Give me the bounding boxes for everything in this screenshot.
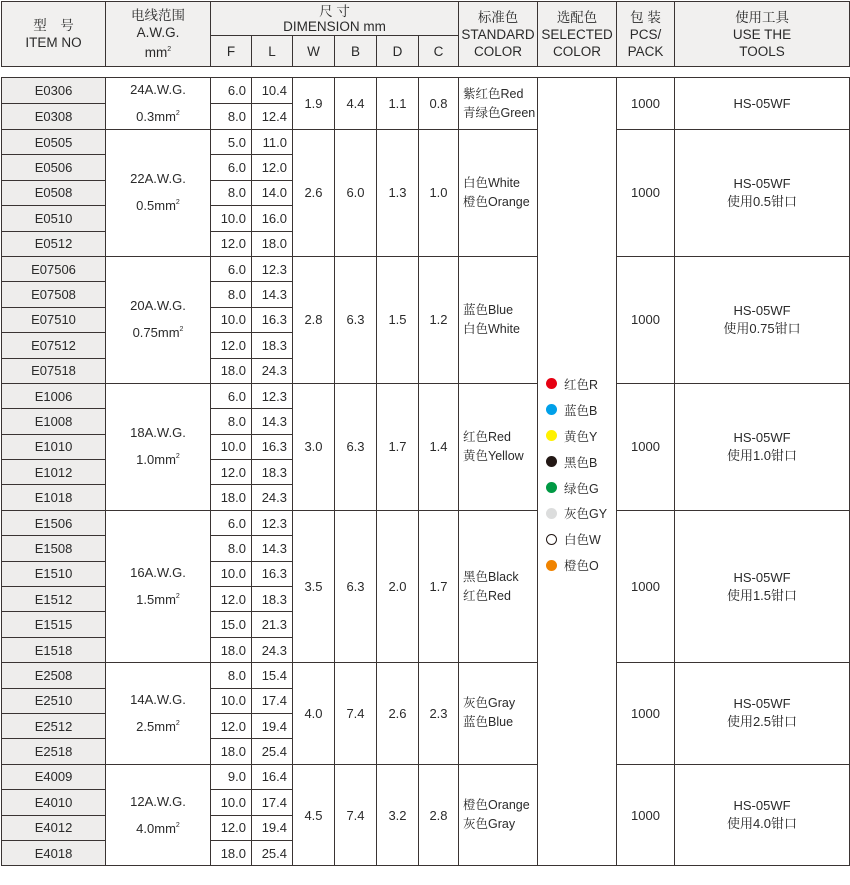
dim-d-cell: 1.1 <box>377 78 419 130</box>
header-pack-cn: 包 装 <box>630 9 661 25</box>
selected-color-item <box>546 526 607 552</box>
tool-line: HS-05WF <box>733 175 791 191</box>
dim-l-cell: 17.4 <box>252 790 293 815</box>
dim-l-cell: 14.3 <box>252 536 293 561</box>
header-separator <box>0 68 850 76</box>
standard-color-2: 橙色Orange <box>463 194 530 209</box>
pack-cell: 1000 <box>617 510 675 662</box>
awg-area-sup: 2 <box>179 326 184 334</box>
dim-w-cell: 3.5 <box>293 510 335 662</box>
dim-w-cell: 2.6 <box>293 130 335 257</box>
header-selected-color-en2: COLOR <box>553 43 602 59</box>
dim-b-cell: 6.3 <box>335 383 377 510</box>
tool-line: HS-05WF <box>733 95 791 111</box>
color-dot-icon <box>546 430 557 441</box>
header-pack-en1: PCS/ <box>629 26 662 42</box>
dim-l-cell: 11.0 <box>252 130 293 155</box>
tool-line: 使用1.0钳口 <box>726 447 798 463</box>
standard-color-cell <box>459 78 538 130</box>
dim-l-cell: 14.3 <box>252 409 293 434</box>
header-awg-unit-sup: 2 <box>167 46 172 53</box>
item-no-cell: E1512 <box>2 587 106 612</box>
color-dot-icon <box>546 482 557 493</box>
awg-area <box>106 318 210 345</box>
dim-l-cell: 12.3 <box>252 510 293 535</box>
dim-d-cell: 2.0 <box>377 510 419 662</box>
dim-w-cell: 4.0 <box>293 663 335 765</box>
dim-b-cell: 6.3 <box>335 510 377 662</box>
awg-gauge: 12A.W.G. <box>130 793 186 809</box>
header-dim-l: L <box>252 36 293 67</box>
header-dim-f: F <box>211 36 252 67</box>
dim-w-cell: 2.8 <box>293 256 335 383</box>
dim-f-cell: 10.0 <box>211 561 252 586</box>
dim-b-cell: 7.4 <box>335 764 377 866</box>
item-no-cell: E1508 <box>2 536 106 561</box>
tool-line: 使用4.0钳口 <box>726 816 798 832</box>
dim-l-cell: 14.0 <box>252 180 293 205</box>
dim-l-cell: 24.3 <box>252 637 293 662</box>
dim-f-cell: 8.0 <box>211 104 252 130</box>
item-no-cell: E4010 <box>2 790 106 815</box>
item-no-cell: E0510 <box>2 206 106 231</box>
dim-c-cell: 2.8 <box>419 764 459 866</box>
header-dimension-en: DIMENSION mm <box>283 18 386 34</box>
header-dim-b: B <box>335 36 377 67</box>
awg-cell <box>106 256 211 383</box>
dim-f-cell: 18.0 <box>211 485 252 510</box>
standard-color-cell <box>459 663 538 765</box>
item-no-cell: E4018 <box>2 840 106 865</box>
header-item-no <box>2 2 106 67</box>
item-no-cell: E07510 <box>2 307 106 332</box>
table-row <box>2 663 850 688</box>
dim-f-cell: 12.0 <box>211 231 252 256</box>
item-no-cell: E1515 <box>2 612 106 637</box>
dim-l-cell: 16.3 <box>252 307 293 332</box>
dim-c-cell: 1.0 <box>419 130 459 257</box>
awg-area-text: 0.3mm <box>136 109 176 124</box>
dim-f-cell: 12.0 <box>211 713 252 738</box>
dim-f-cell: 6.0 <box>211 383 252 408</box>
awg-area-text: 2.5mm <box>136 718 176 734</box>
awg-gauge: 18A.W.G. <box>130 425 186 441</box>
standard-color-1: 灰色Gray <box>463 696 516 711</box>
dim-l-cell: 18.3 <box>252 333 293 358</box>
dim-f-cell: 6.0 <box>211 155 252 180</box>
dim-l-cell: 19.4 <box>252 815 293 840</box>
item-no-cell: E07506 <box>2 256 106 281</box>
dim-l-cell: 16.3 <box>252 561 293 586</box>
standard-color-1: 白色White <box>463 175 520 190</box>
tool-line: 使用0.5钳口 <box>726 193 798 209</box>
awg-area <box>106 712 210 739</box>
dim-f-cell: 8.0 <box>211 536 252 561</box>
pack-cell: 1000 <box>617 78 675 130</box>
dim-f-cell: 10.0 <box>211 434 252 459</box>
dim-b-cell: 6.3 <box>335 256 377 383</box>
dim-d-cell: 1.5 <box>377 256 419 383</box>
dim-f-cell: 6.0 <box>211 510 252 535</box>
standard-color-1: 蓝色Blue <box>463 302 514 317</box>
table-row <box>2 764 850 789</box>
header-selected-color-en1: SELECTED <box>541 26 613 42</box>
pack-cell: 1000 <box>617 663 675 765</box>
awg-area <box>106 585 210 612</box>
tool-line: HS-05WF <box>733 798 791 814</box>
table-row <box>2 510 850 535</box>
table-row <box>2 383 850 408</box>
dim-f-cell: 12.0 <box>211 815 252 840</box>
selected-color-item <box>546 449 607 475</box>
header-awg-en: A.W.G. <box>136 25 180 40</box>
awg-gauge: 22A.W.G. <box>130 171 186 187</box>
item-no-cell: E1012 <box>2 460 106 485</box>
header-tools-en1: USE THE <box>732 26 792 42</box>
tool-line: 使用0.75钳口 <box>723 320 801 336</box>
awg-gauge: 20A.W.G. <box>130 298 186 314</box>
dim-l-cell: 12.4 <box>252 104 293 130</box>
awg-area-sup: 2 <box>175 453 180 461</box>
header-item-no-en: ITEM NO <box>25 35 82 50</box>
item-no-cell: E07512 <box>2 333 106 358</box>
table-row <box>2 130 850 155</box>
header-standard-color <box>459 2 538 67</box>
standard-color-2: 蓝色Blue <box>463 715 514 730</box>
header-selected-color-cn: 选配色 <box>556 9 598 25</box>
header-item-no-cn: 型 号 <box>33 18 74 33</box>
header-dimension <box>211 2 459 36</box>
dim-l-cell: 18.3 <box>252 587 293 612</box>
dim-l-cell: 18.3 <box>252 460 293 485</box>
pack-cell: 1000 <box>617 130 675 257</box>
dim-l-cell: 21.3 <box>252 612 293 637</box>
awg-area <box>106 445 210 472</box>
tools-cell <box>675 78 850 130</box>
awg-area <box>106 191 210 218</box>
dim-c-cell: 2.3 <box>419 663 459 765</box>
awg-area-text: 1.0mm <box>136 452 176 468</box>
dim-d-cell: 1.7 <box>377 383 419 510</box>
standard-color-cell <box>459 256 538 383</box>
awg-area-text: 4.0mm <box>136 820 176 836</box>
awg-area <box>106 814 210 841</box>
spec-table-header <box>1 1 850 67</box>
awg-cell <box>106 663 211 765</box>
awg-gauge: 16A.W.G. <box>130 565 186 581</box>
header-dim-c: C <box>419 36 459 67</box>
dim-d-cell: 1.3 <box>377 130 419 257</box>
selected-color-label: 灰色GY <box>564 507 608 522</box>
item-no-cell: E0506 <box>2 155 106 180</box>
item-no-cell: E0512 <box>2 231 106 256</box>
dim-f-cell: 8.0 <box>211 180 252 205</box>
dim-d-cell: 3.2 <box>377 764 419 866</box>
dim-l-cell: 16.0 <box>252 206 293 231</box>
dim-l-cell: 19.4 <box>252 713 293 738</box>
header-tools <box>675 2 850 67</box>
dim-f-cell: 8.0 <box>211 282 252 307</box>
selected-color-list <box>546 371 607 578</box>
selected-color-label: 红色R <box>564 377 599 392</box>
pack-cell: 1000 <box>617 764 675 866</box>
awg-area-sup: 2 <box>175 719 180 727</box>
dim-c-cell: 1.4 <box>419 383 459 510</box>
dim-l-cell: 16.4 <box>252 764 293 789</box>
item-no-cell: E4012 <box>2 815 106 840</box>
selected-color-item <box>546 423 607 449</box>
item-no-cell: E2508 <box>2 663 106 688</box>
dim-f-cell: 6.0 <box>211 78 252 104</box>
pack-cell: 1000 <box>617 256 675 383</box>
standard-color-1: 紫红色Red <box>463 86 524 101</box>
standard-color-1: 红色Red <box>463 429 511 444</box>
awg-area-sup: 2 <box>175 110 180 117</box>
selected-color-label: 蓝色B <box>564 403 598 418</box>
dim-b-cell: 6.0 <box>335 130 377 257</box>
header-pack <box>617 2 675 67</box>
dim-d-cell: 2.6 <box>377 663 419 765</box>
selected-color-cell <box>538 78 617 866</box>
dim-l-cell: 12.3 <box>252 383 293 408</box>
selected-color-label: 黄色Y <box>564 429 598 444</box>
item-no-cell: E1008 <box>2 409 106 434</box>
color-dot-icon <box>546 456 557 467</box>
header-dimension-cn: 尺 寸 <box>319 3 350 19</box>
item-no-cell: E2512 <box>2 713 106 738</box>
header-awg <box>106 2 211 67</box>
dim-b-cell: 4.4 <box>335 78 377 130</box>
table-row <box>2 78 850 104</box>
item-no-cell: E2510 <box>2 688 106 713</box>
dim-c-cell: 1.2 <box>419 256 459 383</box>
item-no-cell: E1006 <box>2 383 106 408</box>
dim-l-cell: 18.0 <box>252 231 293 256</box>
awg-cell <box>106 130 211 257</box>
awg-area-text: 0.5mm <box>136 198 176 214</box>
item-no-cell: E0308 <box>2 104 106 130</box>
dim-f-cell: 18.0 <box>211 840 252 865</box>
item-no-cell: E2518 <box>2 739 106 764</box>
standard-color-cell <box>459 510 538 662</box>
standard-color-2: 红色Red <box>463 588 511 603</box>
item-no-cell: E1518 <box>2 637 106 662</box>
awg-gauge: 24A.W.G. <box>130 82 186 97</box>
dim-w-cell: 1.9 <box>293 78 335 130</box>
dim-f-cell: 12.0 <box>211 587 252 612</box>
selected-color-item <box>546 371 607 397</box>
awg-cell <box>106 764 211 866</box>
dim-l-cell: 24.3 <box>252 358 293 383</box>
standard-color-2: 灰色Gray <box>463 817 516 832</box>
dim-l-cell: 25.4 <box>252 739 293 764</box>
standard-color-cell <box>459 764 538 866</box>
dim-f-cell: 9.0 <box>211 764 252 789</box>
standard-color-1: 橙色Orange <box>463 798 530 813</box>
item-no-cell: E1506 <box>2 510 106 535</box>
tools-cell <box>675 510 850 662</box>
tool-line: HS-05WF <box>733 696 791 712</box>
dim-f-cell: 10.0 <box>211 307 252 332</box>
selected-color-item <box>546 397 607 423</box>
selected-color-label: 黑色B <box>564 455 598 470</box>
awg-area-sup: 2 <box>175 821 180 829</box>
dim-f-cell: 12.0 <box>211 460 252 485</box>
item-no-cell: E1510 <box>2 561 106 586</box>
dim-w-cell: 4.5 <box>293 764 335 866</box>
color-dot-icon <box>546 404 557 415</box>
dim-f-cell: 18.0 <box>211 739 252 764</box>
header-selected-color <box>538 2 617 67</box>
header-awg-unit <box>106 41 210 61</box>
header-dim-w: W <box>293 36 335 67</box>
dim-l-cell: 10.4 <box>252 78 293 104</box>
header-awg-unit-text: mm <box>144 45 168 60</box>
color-dot-icon <box>546 560 557 571</box>
item-no-cell: E07508 <box>2 282 106 307</box>
item-no-cell: E0505 <box>2 130 106 155</box>
dim-l-cell: 15.4 <box>252 663 293 688</box>
selected-color-item <box>546 500 607 526</box>
tool-line: HS-05WF <box>733 569 791 585</box>
header-awg-cn: 电线范围 <box>131 8 185 23</box>
dim-l-cell: 17.4 <box>252 688 293 713</box>
dim-w-cell: 3.0 <box>293 383 335 510</box>
item-no-cell: E4009 <box>2 764 106 789</box>
dim-l-cell: 16.3 <box>252 434 293 459</box>
awg-cell <box>106 510 211 662</box>
header-standard-color-cn: 标准色 <box>477 9 519 25</box>
color-dot-icon <box>546 508 557 519</box>
dim-l-cell: 24.3 <box>252 485 293 510</box>
standard-color-2: 白色White <box>463 321 520 336</box>
tools-cell <box>675 764 850 866</box>
item-no-cell: E1010 <box>2 434 106 459</box>
header-pack-en2: PACK <box>627 43 664 59</box>
dim-l-cell: 12.0 <box>252 155 293 180</box>
awg-cell <box>106 78 211 130</box>
standard-color-1: 黑色Black <box>463 569 519 584</box>
tool-line: HS-05WF <box>733 302 791 318</box>
dim-f-cell: 8.0 <box>211 663 252 688</box>
dim-f-cell: 8.0 <box>211 409 252 434</box>
tool-line: 使用1.5钳口 <box>726 587 798 603</box>
tools-cell <box>675 663 850 765</box>
tools-cell <box>675 256 850 383</box>
standard-color-cell <box>459 383 538 510</box>
selected-color-item <box>546 552 607 578</box>
selected-color-label: 白色W <box>564 533 601 548</box>
color-dot-icon <box>546 534 557 545</box>
dim-f-cell: 12.0 <box>211 333 252 358</box>
tool-line: HS-05WF <box>733 429 791 445</box>
pack-cell: 1000 <box>617 383 675 510</box>
dim-f-cell: 10.0 <box>211 206 252 231</box>
header-standard-color-en1: STANDARD <box>461 26 535 42</box>
dim-f-cell: 15.0 <box>211 612 252 637</box>
awg-cell <box>106 383 211 510</box>
standard-color-2: 黄色Yellow <box>463 448 524 463</box>
dim-f-cell: 6.0 <box>211 256 252 281</box>
dim-f-cell: 10.0 <box>211 790 252 815</box>
dim-l-cell: 12.3 <box>252 256 293 281</box>
tools-cell <box>675 383 850 510</box>
item-no-cell: E1018 <box>2 485 106 510</box>
standard-color-2: 青绿色Green <box>463 105 536 120</box>
awg-gauge: 14A.W.G. <box>130 691 186 707</box>
awg-area-sup: 2 <box>175 593 180 601</box>
header-tools-cn: 使用工具 <box>735 9 790 25</box>
dim-f-cell: 18.0 <box>211 637 252 662</box>
spec-table-body <box>1 77 850 866</box>
header-tools-en2: TOOLS <box>739 43 785 59</box>
awg-area-text: 1.5mm <box>136 592 176 608</box>
header-standard-color-en2: COLOR <box>474 43 523 59</box>
dim-c-cell: 0.8 <box>419 78 459 130</box>
item-no-cell: E0508 <box>2 180 106 205</box>
selected-color-item <box>546 475 607 501</box>
header-dim-d: D <box>377 36 419 67</box>
dim-f-cell: 10.0 <box>211 688 252 713</box>
dim-b-cell: 7.4 <box>335 663 377 765</box>
item-no-cell: E0306 <box>2 78 106 104</box>
item-no-cell: E07518 <box>2 358 106 383</box>
color-dot-icon <box>546 378 557 389</box>
selected-color-label: 橙色O <box>564 559 599 574</box>
dim-l-cell: 14.3 <box>252 282 293 307</box>
dim-c-cell: 1.7 <box>419 510 459 662</box>
awg-area <box>106 102 210 129</box>
table-row <box>2 256 850 281</box>
tools-cell <box>675 130 850 257</box>
dim-f-cell: 18.0 <box>211 358 252 383</box>
dim-f-cell: 5.0 <box>211 130 252 155</box>
awg-area-text: 0.75mm <box>132 325 180 341</box>
standard-color-cell <box>459 130 538 257</box>
tool-line: 使用2.5钳口 <box>726 714 798 730</box>
awg-area-sup: 2 <box>175 199 180 207</box>
selected-color-label: 绿色G <box>564 481 599 496</box>
dim-l-cell: 25.4 <box>252 840 293 865</box>
